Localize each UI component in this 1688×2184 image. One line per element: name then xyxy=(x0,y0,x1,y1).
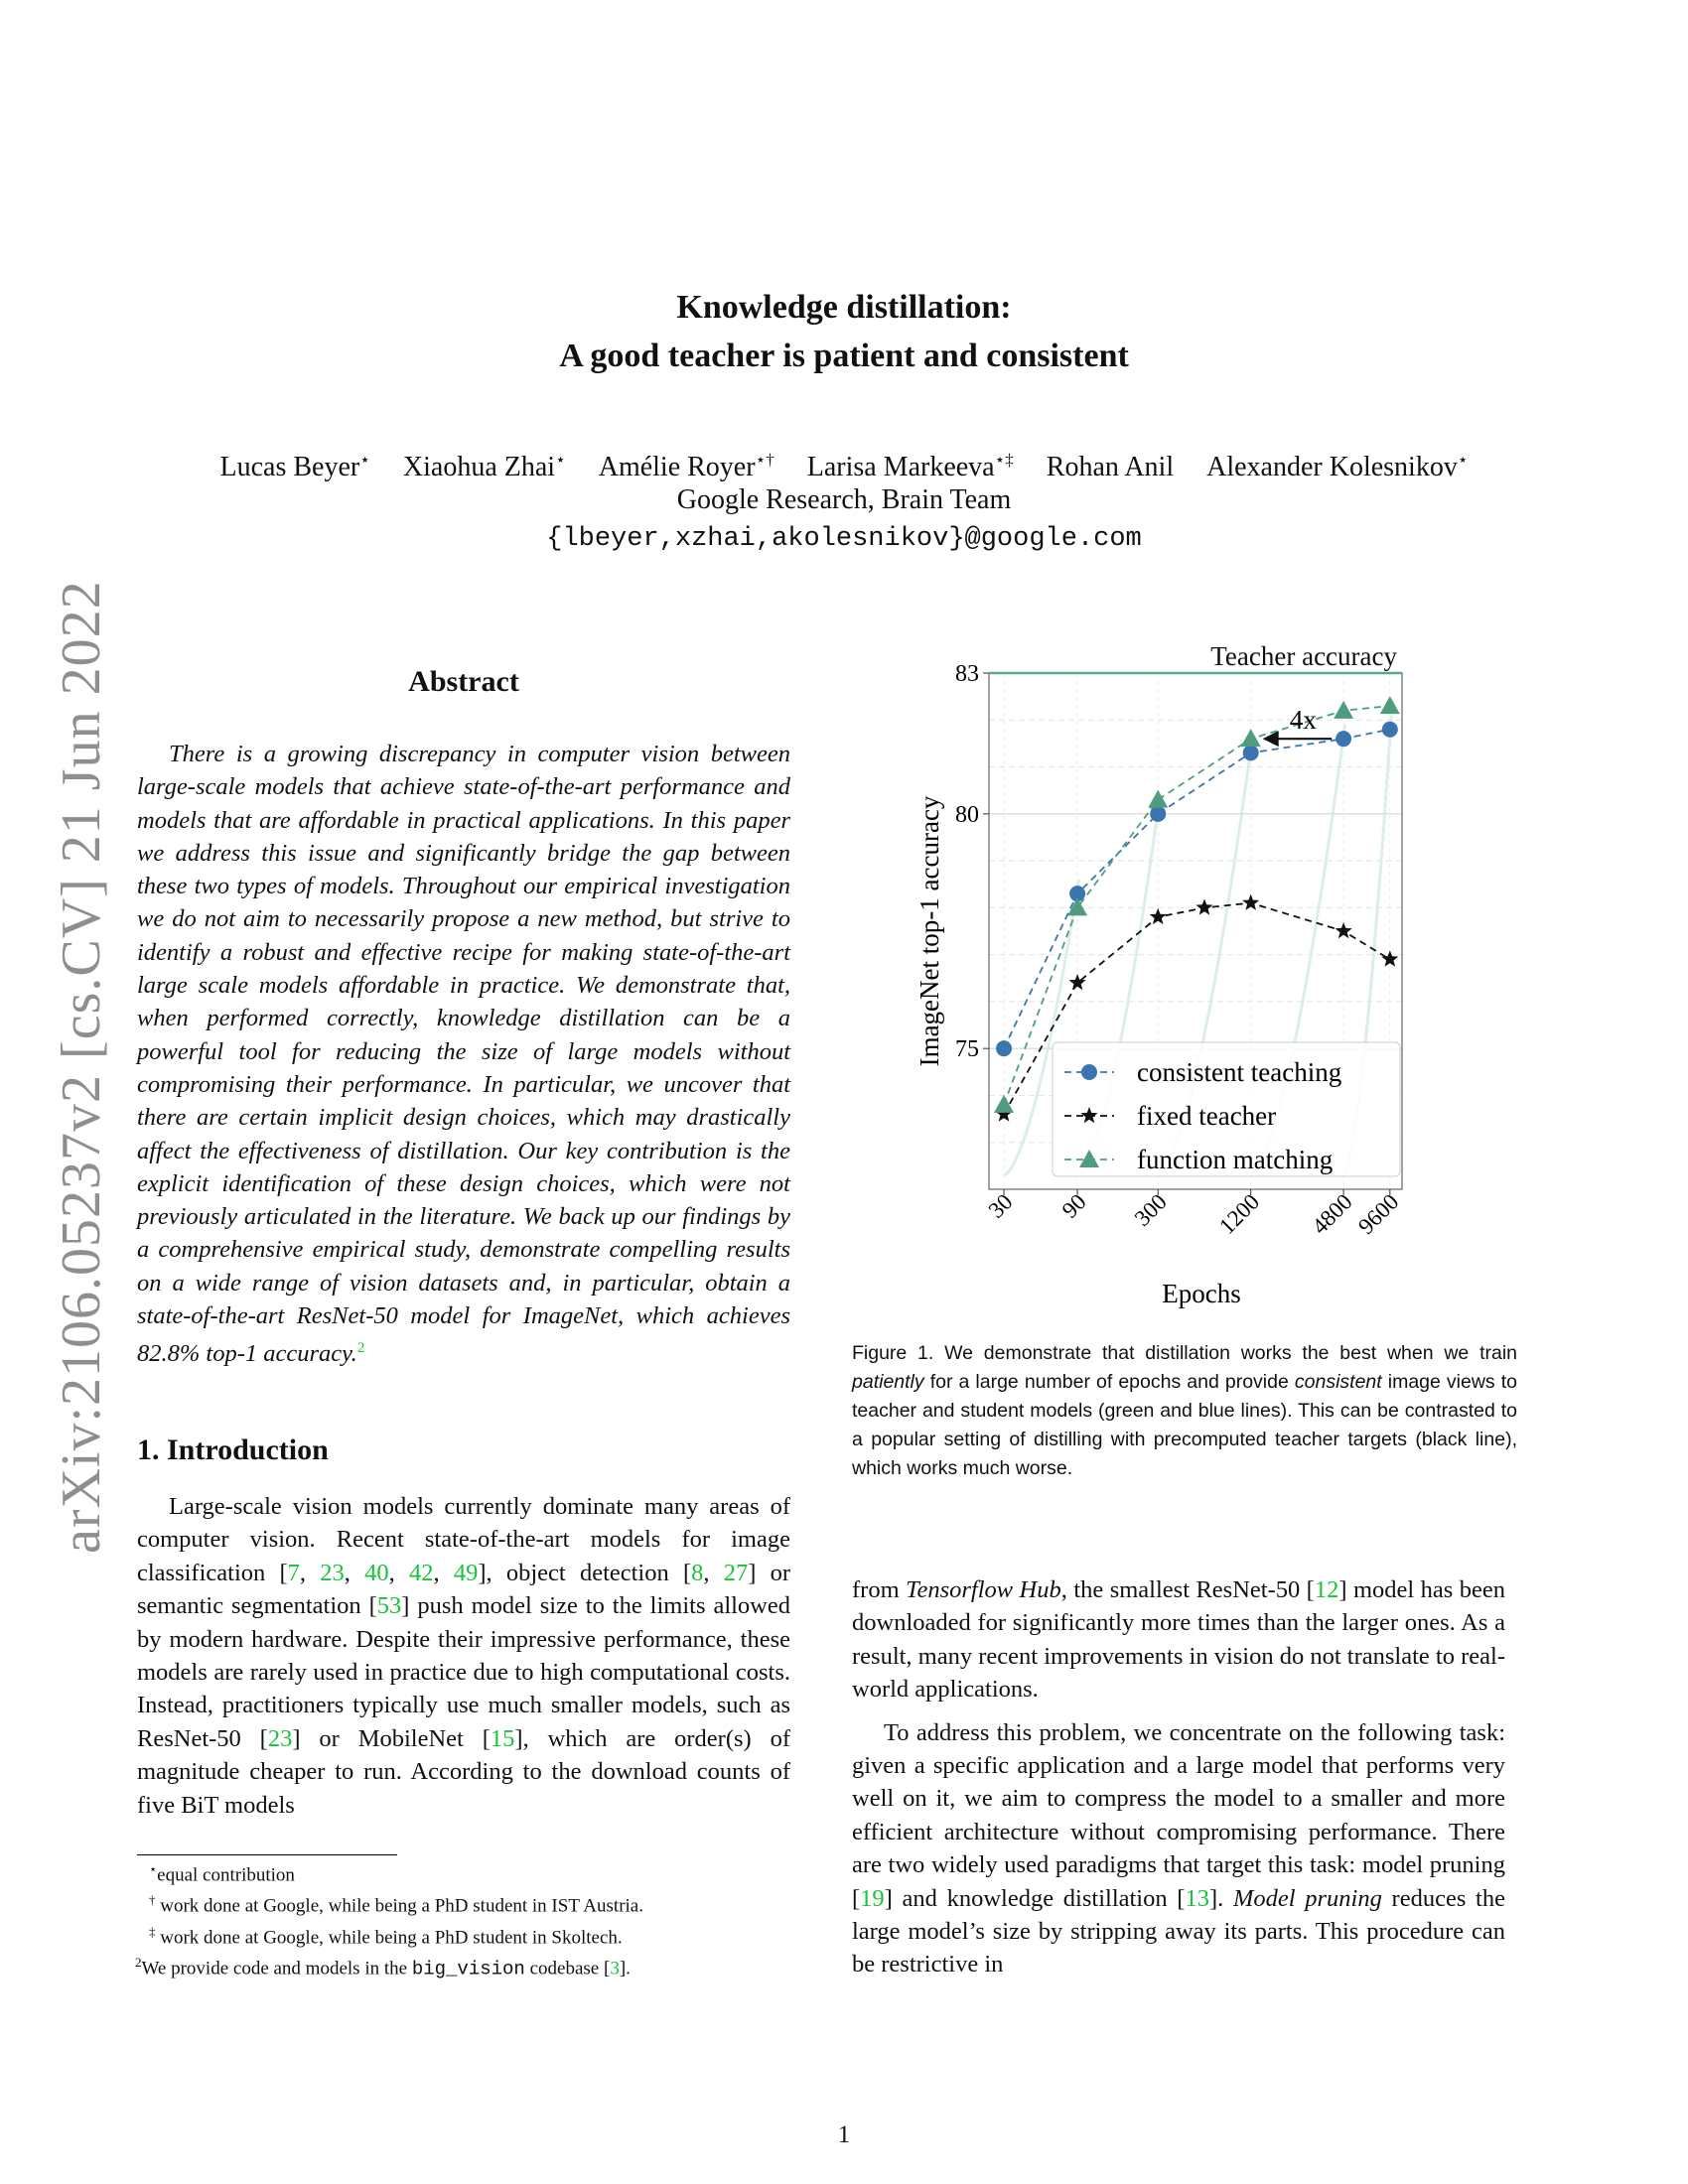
citation-link[interactable]: 23 xyxy=(267,1724,293,1752)
page-number: 1 xyxy=(837,2121,851,2148)
affiliation: Google Research, Brain Team xyxy=(676,484,1012,515)
data-point xyxy=(1148,790,1168,808)
data-point xyxy=(1241,729,1261,747)
author: Lucas Beyer⋆ xyxy=(219,451,370,483)
series-line xyxy=(1004,730,1390,1048)
y-tick-label: 75 xyxy=(955,1036,979,1063)
abstract-text: There is a growing discrepancy in computer vision between large-scale models that achieve state-of-the-art performance and models that are affordable in practical applications. In this paper we address this issue and significantly bridge the gap between these two types of models. Throughout our empirical investigation we do not aim to necessarily propose a new method, but strive to identify a robust and effective recipe for making state-of-the-art large scale models affordable in practice. We demonstrate that, when performed correctly, knowledge distillation can be a powerful tool for reducing the size of large models without compromising their performance. In particular, we uncover that there are certain implicit design choices, which may drastically affect the effectiveness of distillation. Our key contribution is the explicit identification of these design choices, which were not previously articulated in the literature. We back up our findings by a comprehensive empirical study, demonstrate compelling results on a wide range of vision datasets and, in particular, obtain a state-of-the-art ResNet-50 model for ImageNet, which achieves 82.8% top-1 accuracy.$^2$ xyxy=(137,741,790,1368)
data-point xyxy=(1380,696,1400,714)
y-tick-label: 80 xyxy=(955,801,979,828)
arxiv-stamp: arXiv:2106.05237v2 [cs.CV] 21 Jun 2022 xyxy=(51,580,112,1554)
citation-link[interactable]: 23 xyxy=(320,1559,345,1586)
footnote-ref[interactable]: 2 xyxy=(356,1340,365,1357)
chart-legend xyxy=(1053,1042,1400,1176)
data-point xyxy=(1381,950,1398,966)
legend-label: function matching xyxy=(1137,1145,1334,1174)
footnote: ⋆equal contribution xyxy=(149,1861,295,1886)
legend-label: consistent teaching xyxy=(1137,1057,1342,1087)
data-point xyxy=(1196,898,1212,914)
paper-title-line1: Knowledge distillation: xyxy=(676,289,1012,326)
author: Amélie Royer⋆† xyxy=(598,451,774,483)
x-tick-label: 30 xyxy=(983,1188,1018,1223)
x-tick-label: 9600 xyxy=(1353,1188,1404,1240)
citation-link[interactable]: 13 xyxy=(1185,1884,1209,1912)
data-point xyxy=(1382,722,1398,738)
paper-title-line2: A good teacher is patient and consistent xyxy=(559,338,1129,374)
data-point xyxy=(1081,1064,1097,1080)
author: Larisa Markeeva⋆‡ xyxy=(806,451,1014,483)
x-tick-label: 1200 xyxy=(1214,1188,1265,1240)
citation-link[interactable]: 15 xyxy=(490,1724,515,1752)
data-point xyxy=(994,1095,1014,1113)
teacher-accuracy-label: Teacher accuracy xyxy=(1210,641,1397,671)
citation-link[interactable]: 8 xyxy=(691,1559,704,1586)
data-point xyxy=(1243,745,1259,760)
x-tick-label: 300 xyxy=(1129,1188,1172,1231)
citation-link[interactable]: 3 xyxy=(610,1958,620,1979)
figure-1-caption: Figure 1. We demonstrate that distillation works the best when we train patiently for a large number of epochs and provide consistent image views to teacher and student models (green and blue lines). This can be contrasted to a popular setting of distilling with precomputed teacher targets (black line), which works much worse. xyxy=(852,1342,1517,1479)
abstract-heading: Abstract xyxy=(408,665,519,698)
email[interactable]: {lbeyer,xzhai,akolesnikov}@google.com xyxy=(546,524,1142,554)
x-tick-label: 4800 xyxy=(1307,1188,1357,1240)
author: Xiaohua Zhai⋆ xyxy=(402,451,566,483)
y-tick-label: 83 xyxy=(955,661,979,687)
author: Alexander Kolesnikov⋆ xyxy=(1206,451,1469,483)
x-tick-label: 90 xyxy=(1056,1188,1091,1223)
figure-1-chart xyxy=(894,635,1450,1310)
citation-link[interactable]: 12 xyxy=(1314,1576,1339,1603)
citation-link[interactable]: 53 xyxy=(376,1592,402,1620)
legend-label: fixed teacher xyxy=(1137,1101,1277,1131)
intro-paragraph-1: Large-scale vision models currently dominate many areas of computer vision. Recent state-of-the-art models for image classification [7, 23, 40, 42, 49], object detection [8, 27] or semantic segmentation [53] push model size to the limits allowed by modern hardware. Despite their impressive performance, these models are rarely used in practice due to high computational costs. Instead, practitioners typically use much smaller models, such as ResNet-50 [23] or MobileNet [15], which are order(s) of magnitude cheaper to run. According to the download counts of five BiT models xyxy=(137,1493,791,1819)
data-point xyxy=(996,1040,1012,1056)
intro-paragraph-1-continued: from Tensorflow Hub, the smallest ResNet-50 [12] model has been downloaded for significantly more times than the larger ones. As a result, many recent improvements in vision do not translate to real-world applications. To address this problem, we concentrate on the following task: given a specific application and a large model that performs very well on it, we aim to compress the model to a smaller and more efficient architecture without compromising performance. There are two widely used paradigms that target this task: model pruning [19] and knowledge distillation [13]. Model pruning reduces the large model’s size by stripping away its parts. This procedure can be restrictive in xyxy=(852,1576,1505,1979)
speedup-annotation xyxy=(1263,705,1332,747)
footnote: $^2$We provide code and models in the big_vision codebase [3]. xyxy=(135,1954,631,1980)
x-axis-label: Epochs xyxy=(1162,1279,1241,1308)
citation-link[interactable]: 19 xyxy=(860,1884,885,1912)
footnotes xyxy=(135,1856,784,1981)
footnote: ‡ work done at Google, while being a PhD student in Skoltech. xyxy=(149,1923,623,1948)
annotation-label: 4x xyxy=(1289,705,1317,736)
author: Rohan Anil xyxy=(1046,452,1175,483)
citation-link[interactable]: 27 xyxy=(723,1559,749,1586)
data-point xyxy=(1069,974,1086,990)
citation-link[interactable]: 7 xyxy=(287,1559,300,1586)
data-point xyxy=(1336,731,1351,747)
section-heading-introduction: 1. Introduction xyxy=(137,1433,329,1466)
citation-link[interactable]: 40 xyxy=(364,1559,389,1586)
footnote: † work done at Google, while being a PhD student in IST Austria. xyxy=(149,1892,643,1917)
citation-link[interactable]: 42 xyxy=(408,1559,434,1586)
citation-link[interactable]: 49 xyxy=(453,1559,479,1586)
footnote-rule xyxy=(137,1854,397,1855)
teacher-line-group xyxy=(989,641,1402,673)
y-axis-label: ImageNet top-1 accuracy xyxy=(914,795,944,1067)
